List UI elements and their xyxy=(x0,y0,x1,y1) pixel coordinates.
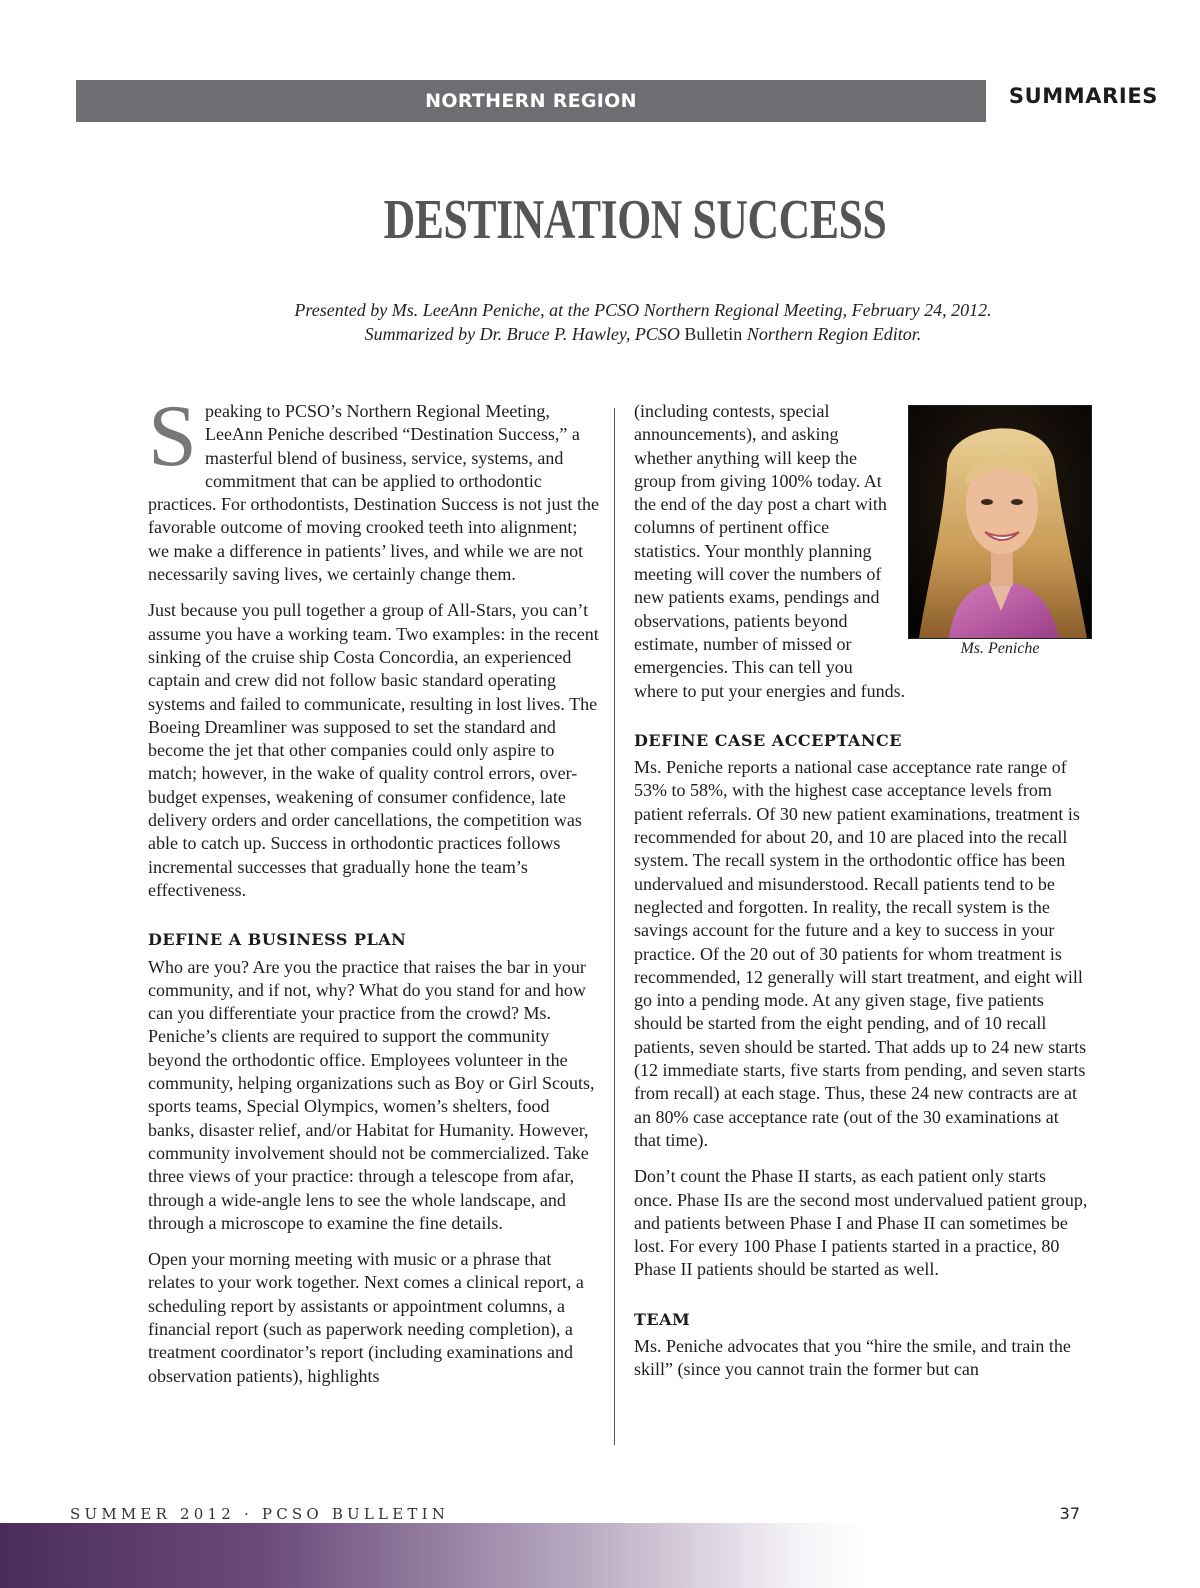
drop-cap: S xyxy=(148,388,197,485)
intro-paragraph xyxy=(148,388,600,586)
portrait-photo xyxy=(908,405,1092,639)
byline-publication: Bulletin xyxy=(684,324,743,344)
article-byline xyxy=(0,298,1200,346)
paragraph-business-plan: Who are you? Are you the practice that raises the bar in your community, and if not, why? What do you stand for and how can you differentiate your practice from the crowd? Ms. Peniche’s clients are required to support the community beyond the orthodontic office. Employees volunteer in the community, helping organizations such as Boy or Girl Scouts, sports teams, Special Olympics, women’s shelters, food banks, disaster relief, and/or Habitat for Humanity. However, community involvement should not be commercialized. Take three views of your practice: through a telescope from afar, through a wide-angle lens to see the whole landscape, and through a microscope to examine the fine details. xyxy=(148,956,595,1233)
section-label: SUMMARIES xyxy=(1008,84,1158,108)
paragraph-statistics: (including contests, special announcements), and asking whether anything will keep the group from giving 100% today. At the end of the day post a chart with columns of pertinent office statistics. Your monthly planning meeting will cover the numbers of new patients exams, pendings and observations, patients beyond estimate, number of missed or emergencies. This can tell you where to put your energies and funds. xyxy=(634,401,906,701)
heading-business-plan: DEFINE A BUSINESS PLAN xyxy=(148,930,407,950)
left-column xyxy=(148,388,600,1401)
byline-line-1: Presented by Ms. LeeAnn Peniche, at the PCSO Northern Regional Meeting, February 24, 2012. xyxy=(294,300,992,320)
heading-case-acceptance: DEFINE CASE ACCEPTANCE xyxy=(634,730,902,750)
byline-part-c: Northern Region Editor. xyxy=(742,324,922,344)
region-header-bar xyxy=(76,80,986,122)
page-number: 37 xyxy=(1059,1504,1080,1523)
column-divider xyxy=(614,408,615,1445)
region-label: NORTHERN REGION xyxy=(425,90,637,112)
intro-text: peaking to PCSO’s Northern Regional Meeting, LeeAnn Peniche described “Destination Success,” a masterful blend of business, service, systems, and commitment that can be applied to orthodontic practices. For orthodontists, Destination Success is not just the favorable outcome of moving crooked teeth into alignment; we make a difference in patients’ lives, and while we are not necessarily saving lives, we certainly change them. xyxy=(148,401,599,585)
portrait-illustration xyxy=(909,406,1091,638)
paragraph-morning-meeting: Open your morning meeting with music or a phrase that relates to your work together. Next comes a clinical report, a scheduling report by assistants or appointment columns, a financial report (such as paperwork needing completion), a treatment coordinator’s report (including examinations and observation patients), highlights xyxy=(148,1249,584,1386)
paragraph-all-stars: Just because you pull together a group of All-Stars, you can’t assume you have a working team. Two examples: in the recent sinking of the cruise ship Costa Concordia, an experienced captain and crew did not follow basic standard operating systems and failed to communicate, resulting in lost lives. The Boeing Dreamliner was supposed to set the standard and become the jet that other companies could only aspire to match; however, in the wake of quality control errors, over-budget expenses, weakening of consumer confidence, late delivery orders and order cancellations, the competition was able to catch up. Success in orthodontic practices follows incremental successes that gradually hone the team’s effectiveness. xyxy=(148,600,599,900)
paragraph-case-acceptance: Ms. Peniche reports a national case acceptance rate range of 53% to 58%, with the highest case acceptance levels from patient referrals. Of 30 new patient examinations, treatment is recommended for about 20, and 10 are placed into the recall system. The recall system in the orthodontic office has been undervalued and misunderstood. Recall patients tend to be neglected and forgotten. In reality, the recall system is the savings account for the future and a key to success in your practice. Of the 20 out of 30 patients for whom treatment is recommended, 12 generally will start treatment, and eight will go into a pending mode. At any given stage, five patients should be started from the eight pending, and of 10 recall patients, seven should be started. That adds up to 24 new starts (12 immediate starts, five starts from pending, and seven starts from recall) at each stage. Thus, these 24 new contracts are at an 80% case acceptance rate (out of the 30 examinations at that time). xyxy=(634,757,1087,1150)
heading-team: TEAM xyxy=(634,1309,691,1329)
byline-line-2 xyxy=(0,322,1200,346)
byline-part-a: Summarized by Dr. Bruce P. Hawley, PCSO xyxy=(364,324,685,344)
photo-caption: Ms. Peniche xyxy=(960,640,1040,657)
article-title: DESTINATION SUCCESS xyxy=(383,189,887,251)
footer-issue: SUMMER 2012 · PCSO BULLETIN xyxy=(70,1505,450,1523)
paragraph-team: Ms. Peniche advocates that you “hire the smile, and train the skill” (since you cannot train the former but can xyxy=(634,1335,1071,1380)
footer-gradient-bar xyxy=(0,1523,1200,1588)
paragraph-phase-two: Don’t count the Phase II starts, as each patient only starts once. Phase IIs are the second most undervalued patient group, and patients between Phase I and Phase II can sometimes be lost. For every 100 Phase I patients started in a practice, 80 Phase II patients should be started as well. xyxy=(634,1166,1088,1280)
